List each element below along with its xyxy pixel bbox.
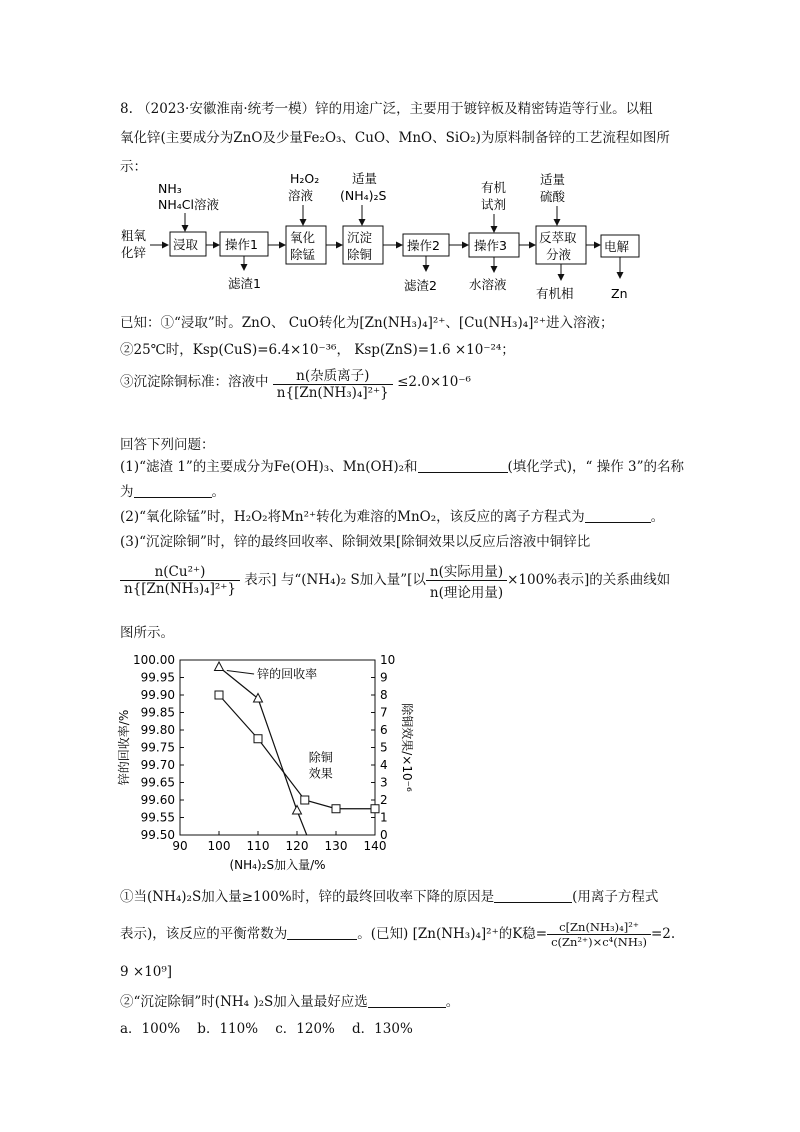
q1-blank-2[interactable] (134, 483, 212, 498)
q3-dose-numerator: n(实际用量) (426, 560, 507, 581)
s2-part-a: ②“沉淀除铜”时(NH₄ )₂S加入量最好应选 (120, 994, 368, 1010)
known-3-fraction (273, 364, 393, 401)
known-3-numerator: n(杂质离子) (273, 364, 393, 385)
right-tick-label: 3 (380, 775, 388, 790)
s1-part-b: (用离子方程式 (572, 889, 659, 905)
q2-part-b: 。 (650, 509, 665, 525)
s1-part-c: 表示)，该反应的平衡常数为 (120, 926, 288, 942)
q2-line (120, 505, 664, 525)
right-tick-label: 4 (380, 758, 388, 772)
left-tick-label: 99.90 (140, 688, 175, 702)
recovery-annotation: 锌的回收率 (257, 667, 318, 681)
recovery-pointer (227, 671, 254, 675)
x-tick-label: 90 (172, 839, 188, 853)
left-tick-label: 99.75 (140, 740, 175, 755)
s2-line (120, 990, 459, 1010)
raw-material-label-2: 化锌 (121, 245, 147, 260)
right-tick-label: 1 (380, 810, 388, 825)
step-electrolysis-label: 电解 (604, 239, 630, 254)
residue2-label: 滤渣2 (404, 278, 437, 293)
left-tick-label: 99.50 (140, 828, 175, 842)
copper-removal-annotation-2: 效果 (308, 766, 333, 781)
s2-blank[interactable] (368, 993, 446, 1008)
q1-part-d: 。 (211, 484, 225, 500)
square-marker (254, 735, 262, 743)
s1-part-e: =2. (650, 926, 676, 942)
known-3-prefix: ③沉淀除铜标准：溶液中 (120, 374, 269, 390)
step-back-extraction-line-2: 分液 (546, 247, 572, 262)
triangle-marker (215, 662, 224, 671)
right-tick-label: 2 (380, 793, 388, 807)
raw-material-label-1: 粗氧 (121, 228, 147, 243)
right-tick-label: 7 (380, 705, 388, 720)
left-tick-label: 99.80 (140, 723, 175, 737)
left-tick-label: 99.65 (140, 775, 175, 790)
series-line-1 (219, 695, 375, 809)
q2-blank[interactable] (585, 508, 651, 523)
left-tick-label: 99.85 (140, 705, 175, 720)
x-tick-label: 110 (246, 839, 270, 853)
right-axis-label: 除铜效果/×10⁻⁶ (400, 703, 414, 792)
reagent4-line-2: 试剂 (481, 197, 507, 212)
s1-part-a: ①当(NH₄)₂S加入量≥100%时，锌的最终回收率下降的原因是 (120, 889, 495, 905)
right-tick-label: 9 (380, 670, 388, 685)
left-tick-label: 100.00 (133, 653, 175, 667)
known-3-suffix: ≤2.0×10⁻⁶ (397, 374, 471, 390)
q3-ratio-fraction (120, 564, 240, 597)
q3-line-3: 图所示。 (120, 625, 174, 641)
q1-blank-1[interactable] (418, 458, 508, 473)
s1-line-1 (120, 885, 658, 905)
left-tick-label: 99.70 (140, 758, 175, 772)
left-tick-label: 99.95 (140, 670, 175, 685)
s1-kstab-fraction (547, 920, 651, 949)
reagent1-line-1: NH₃ (158, 181, 182, 196)
reagent3-line-1: 适量 (352, 171, 378, 186)
residue1-label: 滤渣1 (228, 276, 261, 291)
aqueous-solution-label: 水溶液 (469, 277, 507, 292)
q3-ratio-denominator: n{[Zn(NH₃)₄]²⁺} (124, 581, 236, 597)
step-precipitation-line-1: 沉淀 (347, 230, 373, 245)
q2-part-a: (2)“氧化除锰”时，H₂O₂将Mn²⁺转化为难溶的MnO₂，该反应的离子方程式为 (120, 509, 585, 525)
q3-dose-denominator: n(理论用量) (429, 585, 504, 601)
known-3-denominator: n{[Zn(NH₃)₄]²⁺} (276, 385, 389, 401)
reagent5-line-2: 硫酸 (540, 189, 566, 204)
reagent5-line-1: 适量 (540, 172, 566, 187)
questions-intro: 回答下列问题： (120, 437, 215, 453)
organic-phase-label: 有机相 (536, 286, 574, 301)
series-line-0 (219, 667, 307, 835)
q3-part-b: 表示] 与“(NH₄)₂ S加入量”[以 (244, 572, 426, 588)
q3-ratio-numerator: n(Cu²⁺) (120, 564, 240, 581)
copper-removal-annotation-1: 除铜 (308, 750, 333, 765)
operation3-label: 操作3 (474, 238, 507, 253)
s2-options: a．100% b．110% c．120% d．130% (120, 1021, 413, 1037)
left-axis-label: 锌的回收率/% (117, 709, 131, 786)
product-label: Zn (611, 286, 628, 301)
reagent2-line-2: 溶液 (288, 188, 314, 203)
q3-dose-fraction (426, 560, 507, 601)
x-axis-label: (NH₄)₂S加入量/% (229, 858, 326, 872)
left-tick-label: 99.60 (140, 793, 175, 807)
q3-line-2 (120, 560, 670, 601)
operation2-label: 操作2 (407, 238, 440, 253)
s1-blank-1[interactable] (494, 888, 572, 903)
x-tick-label: 120 (285, 839, 309, 853)
right-tick-label: 6 (380, 723, 388, 737)
question-number: 8. (120, 101, 133, 117)
s1-kstab-numerator: c[Zn(NH₃)₄]²⁺ (547, 920, 651, 935)
step-precipitation-line-2: 除铜 (347, 247, 373, 262)
q1-line-2 (120, 480, 225, 500)
known-3 (120, 364, 471, 401)
right-tick-label: 5 (380, 740, 388, 755)
s1-part-d: 。(已知) [Zn(NH₃)₄]²⁺的K稳= (357, 926, 548, 942)
left-tick-label: 99.55 (140, 810, 175, 825)
q1-part-a: (1)“滤渣 1”的主要成分为Fe(OH)₃、Mn(OH)₂和 (120, 459, 418, 475)
x-tick-label: 100 (207, 839, 231, 853)
x-tick-label: 130 (324, 839, 348, 853)
triangle-marker (293, 806, 302, 815)
right-tick-label: 8 (380, 688, 388, 702)
s1-line-3: 9 ×10⁹] (120, 964, 173, 980)
known-1: 已知：①“浸取”时。ZnO、 CuO转化为[Zn(NH₃)₄]²⁺、[Cu(NH₃)₄]²⁺进入溶液； (120, 315, 614, 331)
q1-part-c: 为 (120, 484, 134, 500)
known-2: ②25℃时，Ksp(CuS)=6.4×10⁻³⁶， Ksp(ZnS)=1.6 ×10⁻²⁴； (120, 342, 515, 358)
question-line-2: 氧化锌(主要成分为ZnO及少量Fe₂O₃、CuO、MnO、SiO₂)为原料制备锌的工艺流程如图所 (120, 130, 670, 146)
square-marker (215, 691, 223, 699)
reagent1-line-2: NH₄Cl溶液 (158, 197, 219, 212)
triangle-marker (254, 694, 263, 703)
question-source: （2023·安徽淮南·统考一模） (137, 101, 316, 117)
s2-part-b: 。 (445, 994, 460, 1010)
q1-part-b: (填化学式)，“ 操作 3”的名称 (507, 459, 685, 475)
question-line-3: 示： (120, 159, 147, 175)
square-marker (301, 796, 309, 804)
q3-part-c: ×100%表示]的关系曲线如 (507, 572, 671, 588)
process-flow-diagram (0, 0, 800, 310)
right-tick-label: 0 (380, 828, 388, 842)
s1-kstab-denominator: c(Zn²⁺)×c⁴(NH₃) (551, 935, 647, 949)
square-marker (371, 805, 379, 813)
reagent3-line-2: (NH₄)₂S (340, 188, 387, 203)
step-back-extraction-line-1: 反萃取 (539, 230, 577, 245)
s1-line-2 (120, 920, 675, 949)
s1-blank-2[interactable] (287, 925, 357, 940)
right-tick-label: 10 (380, 653, 396, 667)
square-marker (332, 805, 340, 813)
step-oxidation-line-1: 氧化 (290, 230, 316, 245)
q3-line-1: (3)“沉淀除铜”时，锌的最终回收率、除铜效果[除铜效果以反应后溶液中铜锌比 (120, 534, 591, 550)
reagent4-line-1: 有机 (481, 180, 507, 195)
reagent2-line-1: H₂O₂ (290, 171, 320, 186)
step-leaching-label: 浸取 (173, 237, 199, 252)
q1-line-1 (120, 455, 684, 475)
x-tick-label: 140 (363, 839, 387, 853)
operation1-label: 操作1 (225, 237, 258, 252)
step-oxidation-line-2: 除锰 (290, 247, 316, 262)
recovery-chart (0, 640, 800, 880)
question-intro-a: 锌的用途广泛，主要用于镀锌板及精密铸造等行业。以粗 (315, 101, 653, 117)
